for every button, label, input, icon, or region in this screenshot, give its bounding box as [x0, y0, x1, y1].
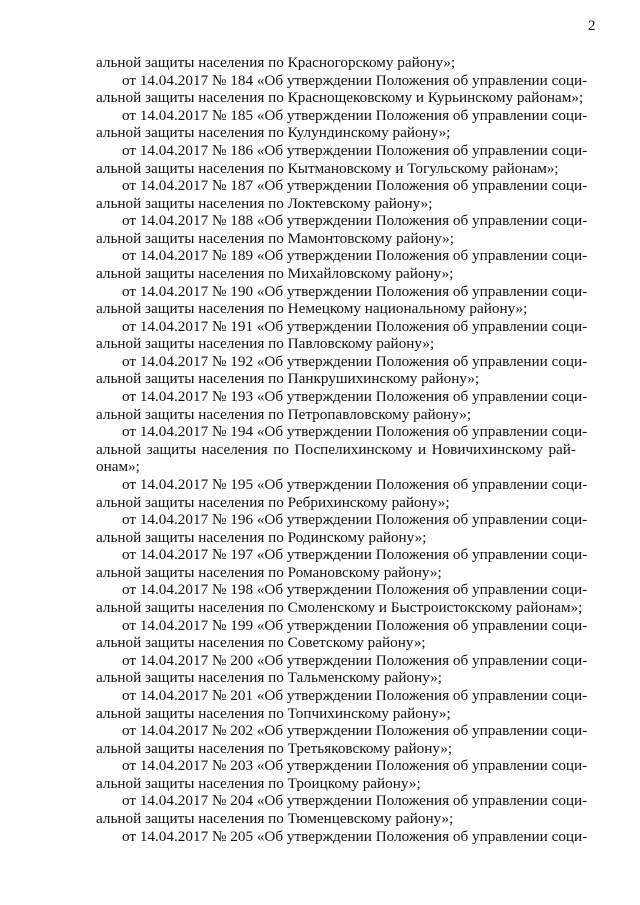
- text-line: альной защиты населения по Родинскому району»;: [96, 528, 427, 546]
- text-line: от 14.04.2017 № 194 «Об утверждении Положения об управлении соци-: [122, 423, 588, 441]
- text-line: альной защиты населения по Немецкому национальному району»;: [96, 300, 528, 318]
- text-line: альной защиты населения по Петропавловскому району»;: [96, 405, 472, 423]
- text-line: от 14.04.2017 № 184 «Об утверждении Положения об управлении соци-: [122, 71, 588, 89]
- text-line: от 14.04.2017 № 205 «Об утверждении Положения об управлении соци-: [122, 827, 588, 845]
- text-line: альной защиты населения по Тальменскому району»;: [96, 669, 443, 687]
- text-line: альной защиты населения по Мамонтовскому району»;: [96, 229, 454, 247]
- text-line: от 14.04.2017 № 186 «Об утверждении Положения об управлении соци-: [122, 141, 588, 159]
- text-line: от 14.04.2017 № 190 «Об утверждении Положения об управлении соци-: [122, 282, 588, 300]
- text-line: альной защиты населения по Поспелихинскому и Новичихинскому рай-: [96, 440, 576, 458]
- text-line: от 14.04.2017 № 188 «Об утверждении Положения об управлении соци-: [122, 212, 588, 230]
- text-line: от 14.04.2017 № 195 «Об утверждении Положения об управлении соци-: [122, 475, 588, 493]
- text-line: альной защиты населения по Павловскому району»;: [96, 335, 435, 353]
- text-line: от 14.04.2017 № 189 «Об утверждении Положения об управлении соци-: [122, 247, 588, 265]
- page-number: 2: [588, 18, 596, 34]
- text-line: альной защиты населения по Кытмановскому и Тогульскому районам»;: [96, 159, 559, 177]
- text-line: от 14.04.2017 № 193 «Об утверждении Положения об управлении соци-: [122, 388, 588, 405]
- text-line: онам»;: [96, 458, 140, 476]
- text-line: от 14.04.2017 № 192 «Об утверждении Положения об управлении соци-: [122, 352, 588, 370]
- text-line: от 14.04.2017 № 202 «Об утверждении Положения об управлении соци-: [122, 722, 588, 739]
- text-line: альной защиты населения по Кулундинскому району»;: [96, 124, 451, 142]
- text-line: от 14.04.2017 № 200 «Об утверждении Положения об управлении соци-: [122, 651, 588, 669]
- text-line: от 14.04.2017 № 203 «Об утверждении Положения об управлении соци-: [122, 757, 588, 775]
- text-line: от 14.04.2017 № 199 «Об утверждении Положения об управлении соци-: [122, 616, 588, 634]
- text-line: альной защиты населения по Романовскому району»;: [96, 563, 442, 581]
- text-line: альной защиты населения по Краснощековскому и Курьинскому районам»;: [96, 89, 584, 107]
- text-line: альной защиты населения по Советскому району»;: [96, 634, 426, 652]
- text-line: от 14.04.2017 № 187 «Об утверждении Положения об управлении соци-: [122, 177, 588, 195]
- text-line: от 14.04.2017 № 197 «Об утверждении Положения об управлении соци-: [122, 546, 588, 564]
- text-line: альной защиты населения по Ребрихинскому району»;: [96, 493, 450, 511]
- text-line: от 14.04.2017 № 204 «Об утверждении Положения об управлении соци-: [122, 792, 588, 810]
- text-line: альной защиты населения по Третьяковскому району»;: [96, 739, 453, 757]
- text-line: альной защиты населения по Топчихинскому району»;: [96, 704, 451, 722]
- text-line: альной защиты населения по Красногорскому району»;: [96, 54, 456, 71]
- text-line: от 14.04.2017 № 201 «Об утверждении Положения об управлении соци-: [122, 686, 588, 704]
- text-line: альной защиты населения по Тюменцевскому району»;: [96, 809, 454, 827]
- text-line: от 14.04.2017 № 185 «Об утверждении Положения об управлении соци-: [122, 106, 588, 124]
- text-line: альной защиты населения по Михайловскому району»;: [96, 265, 454, 282]
- text-line: альной защиты населения по Панкрушихинскому району»;: [96, 370, 480, 388]
- text-line: от 14.04.2017 № 198 «Об утверждении Положения об управлении соци-: [122, 581, 588, 599]
- text-line: альной защиты населения по Локтевскому району»;: [96, 194, 433, 212]
- text-line: альной защиты населения по Смоленскому и Быстроистокскому районам»;: [96, 599, 583, 616]
- text-line: от 14.04.2017 № 196 «Об утверждении Положения об управлении соци-: [122, 511, 588, 529]
- text-line: от 14.04.2017 № 191 «Об утверждении Положения об управлении соци-: [122, 317, 588, 335]
- text-line: альной защиты населения по Троицкому району»;: [96, 774, 421, 792]
